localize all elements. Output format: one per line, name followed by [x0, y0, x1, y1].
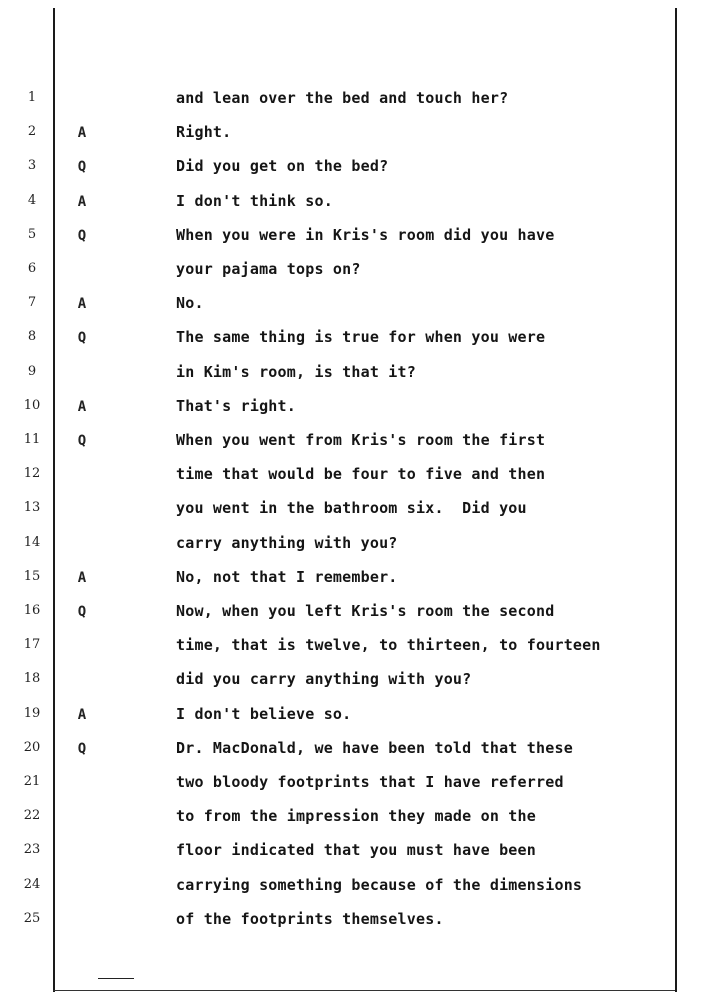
speaker-label: A	[77, 194, 87, 210]
speaker-label: A	[77, 570, 87, 586]
line-text: carrying something because of the dimensions	[176, 876, 583, 894]
line-text: Right.	[176, 123, 232, 141]
line-text: That's right.	[176, 397, 296, 415]
line-number: 25	[23, 911, 41, 926]
line-text: floor indicated that you must have been	[176, 841, 536, 859]
footer-dash	[98, 978, 134, 979]
page-bottom-rule	[53, 990, 675, 991]
line-number: 13	[23, 500, 41, 515]
line-text: Dr. MacDonald, we have been told that these	[176, 739, 573, 757]
line-number: 4	[27, 193, 37, 208]
line-text: The same thing is true for when you were	[176, 328, 546, 346]
line-text: two bloody footprints that I have referred	[176, 773, 564, 791]
line-number: 5	[27, 227, 37, 242]
line-number: 20	[23, 740, 41, 755]
line-text: you went in the bathroom six. Did you	[176, 499, 527, 517]
speaker-label: Q	[77, 228, 87, 244]
speaker-label: Q	[77, 159, 87, 175]
line-text: to from the impression they made on the	[176, 807, 536, 825]
line-number: 22	[23, 808, 41, 823]
line-text: and lean over the bed and touch her?	[176, 89, 509, 107]
line-text: No.	[176, 294, 204, 312]
line-number: 7	[27, 295, 37, 310]
line-text: time that would be four to five and then	[176, 465, 546, 483]
line-text: No, not that I remember.	[176, 568, 398, 586]
line-text: Did you get on the bed?	[176, 157, 389, 175]
speaker-label: A	[77, 125, 87, 141]
speaker-label: A	[77, 296, 87, 312]
line-number: 11	[23, 432, 41, 447]
line-number: 1	[27, 90, 37, 105]
line-number: 12	[23, 466, 41, 481]
line-text: I don't think so.	[176, 192, 333, 210]
speaker-label: A	[77, 707, 87, 723]
line-number: 3	[27, 158, 37, 173]
line-text: When you were in Kris's room did you have	[176, 226, 555, 244]
line-text: did you carry anything with you?	[176, 670, 472, 688]
line-number: 16	[23, 603, 41, 618]
line-number: 23	[23, 842, 41, 857]
line-number: 8	[27, 329, 37, 344]
line-number: 19	[23, 706, 41, 721]
line-text: your pajama tops on?	[176, 260, 361, 278]
line-text: of the footprints themselves.	[176, 910, 444, 928]
line-number: 2	[27, 124, 37, 139]
line-number: 15	[23, 569, 41, 584]
line-number: 9	[27, 364, 37, 379]
line-number: 18	[23, 671, 41, 686]
line-number: 21	[23, 774, 41, 789]
line-text: in Kim's room, is that it?	[176, 363, 416, 381]
speaker-label: Q	[77, 433, 87, 449]
line-number: 24	[23, 877, 41, 892]
line-number: 17	[23, 637, 41, 652]
line-text: carry anything with you?	[176, 534, 398, 552]
speaker-label: A	[77, 399, 87, 415]
line-text: When you went from Kris's room the first	[176, 431, 546, 449]
speaker-label: Q	[77, 741, 87, 757]
speaker-label: Q	[77, 604, 87, 620]
line-text: Now, when you left Kris's room the second	[176, 602, 555, 620]
speaker-label: Q	[77, 330, 87, 346]
line-text: I don't believe so.	[176, 705, 352, 723]
line-number: 6	[27, 261, 37, 276]
line-number: 10	[23, 398, 41, 413]
line-text: time, that is twelve, to thirteen, to fourteen	[176, 636, 601, 654]
line-number: 14	[23, 535, 41, 550]
